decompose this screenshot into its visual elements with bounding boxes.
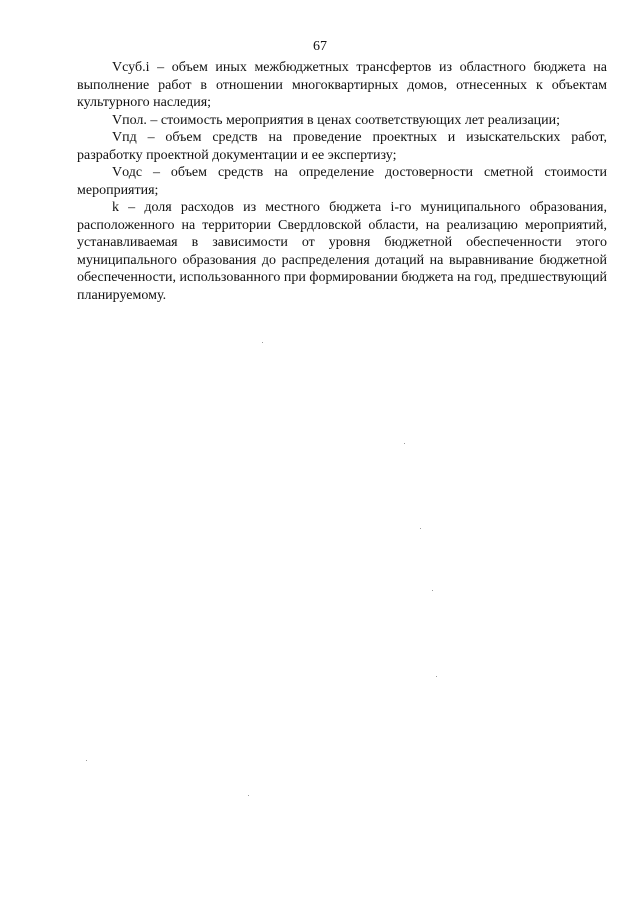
paragraph-vpd: Vпд – объем средств на проведение проектных и изыскательских работ, разработку проектной документации и ее экспертизу; xyxy=(77,130,607,163)
paragraph-k: k – доля расходов из местного бюджета i-го муниципального образования, расположенного на территории Свердловской области, на реализацию мероприятий, устанавливаемая в зависимости от уровня бюджетной обеспеченности этого муниципального образования до распределения дотаций на выравнивание бюджетной обеспеченности, использованного при формировании бюджета на год, предшествующий планируемому. xyxy=(77,200,607,303)
page-number: 67 xyxy=(313,39,327,54)
scan-speck xyxy=(404,443,405,444)
paragraph-vods: Vодс – объем средств на определение достоверности сметной стоимости мероприятия; xyxy=(77,165,607,198)
scan-speck xyxy=(436,676,437,677)
document-body xyxy=(77,59,607,304)
scan-speck xyxy=(262,342,263,343)
scan-speck xyxy=(86,760,87,761)
scan-speck xyxy=(420,528,421,529)
paragraph-vpol: Vпол. – стоимость мероприятия в ценах соответствующих лет реализации; xyxy=(112,112,561,128)
scan-speck xyxy=(248,795,249,796)
scan-speck xyxy=(432,590,433,591)
paragraph-vsub: Vсуб.i – объем иных межбюджетных трансфертов из областного бюджета на выполнение работ в отношении многоквартирных домов, отнесенных к объектам культурного наследия; xyxy=(77,60,607,110)
